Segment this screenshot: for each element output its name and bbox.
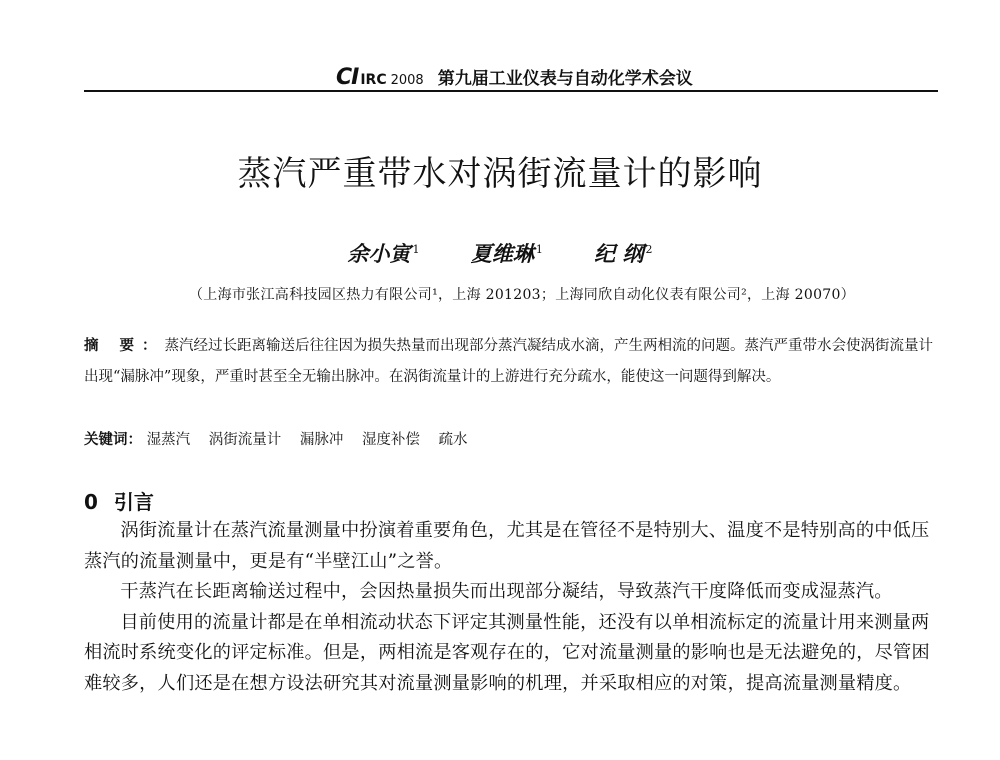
paper-title: 蒸汽严重带水对涡街流量计的影响 xyxy=(237,154,763,194)
section-heading xyxy=(84,486,154,515)
author-name: 余小寅 xyxy=(347,241,411,266)
paragraph-3: 目前使用的流量计都是在单相流动状态下评定其测量性能，还没有以单相流标定的流量计用来测量两相流时系统变化的评定标准。但是，两相流是客观存在的，它对流量测量的影响也是无法避免的，尽管困难较多，人们还是在想方设法研究其对流量测量影响的机理，并采取相应的对策，提高流量测量精度。 xyxy=(84,611,930,694)
author-affil-marker: 1 xyxy=(412,243,420,256)
keyword: 疏水 xyxy=(438,432,468,448)
author-affil-marker: 2 xyxy=(645,243,653,256)
author-name: 夏维琳 xyxy=(470,241,534,266)
author-2 xyxy=(471,241,543,266)
conference-name: 第九届工业仪表与自动化学术会议 xyxy=(437,69,693,89)
keywords xyxy=(84,424,940,456)
author-affil-marker: 1 xyxy=(535,243,543,256)
author-1 xyxy=(348,241,420,266)
abstract-label: 摘 要： xyxy=(84,337,165,354)
body-text xyxy=(84,516,940,699)
section-number: 0 xyxy=(84,490,98,514)
paragraph-1: 涡街流量计在蒸汽流量测量中扮演着重要角色，尤其是在管径不是特别大、温度不是特别高的中低压蒸汽的流量测量中，更是有“半壁江山”之誉。 xyxy=(84,520,930,572)
author-list xyxy=(0,238,1000,268)
paragraph-2: 干蒸汽在长距离输送过程中，会因热量损失而出现部分凝结，导致蒸汽干度降低而变成湿蒸汽。 xyxy=(120,581,893,602)
header-content xyxy=(336,64,693,90)
keyword: 湿度补偿 xyxy=(361,432,420,448)
keyword: 涡街流量计 xyxy=(208,432,282,448)
keywords-label: 关键词： xyxy=(84,431,142,448)
running-header xyxy=(84,60,938,92)
abstract-text: 蒸汽经过长距离输送后往往因为损失热量而出现部分蒸汽凝结成水滴，产生两相流的问题。蒸汽严重带水会使涡街流量计出现“漏脉冲”现象，严重时甚至全无输出脉冲。在涡街流量计的上游进行充分疏水，能使这一问题得到解决。 xyxy=(84,338,934,385)
conference-logo-text: IRC xyxy=(360,72,387,88)
abstract xyxy=(84,330,940,393)
affiliation-line: （上海市张江高科技园区热力有限公司¹，上海 201203；上海同欣自动化仪表有限公司²，上海 20070） xyxy=(188,287,855,303)
conference-year: 2008 xyxy=(390,73,424,88)
keyword: 湿蒸汽 xyxy=(146,432,191,448)
author-name: 纪 纲 xyxy=(594,241,644,266)
section-title: 引言 xyxy=(113,490,154,514)
author-3 xyxy=(594,241,652,266)
conference-logo-mark: CI xyxy=(336,65,359,90)
keyword: 漏脉冲 xyxy=(299,432,344,448)
